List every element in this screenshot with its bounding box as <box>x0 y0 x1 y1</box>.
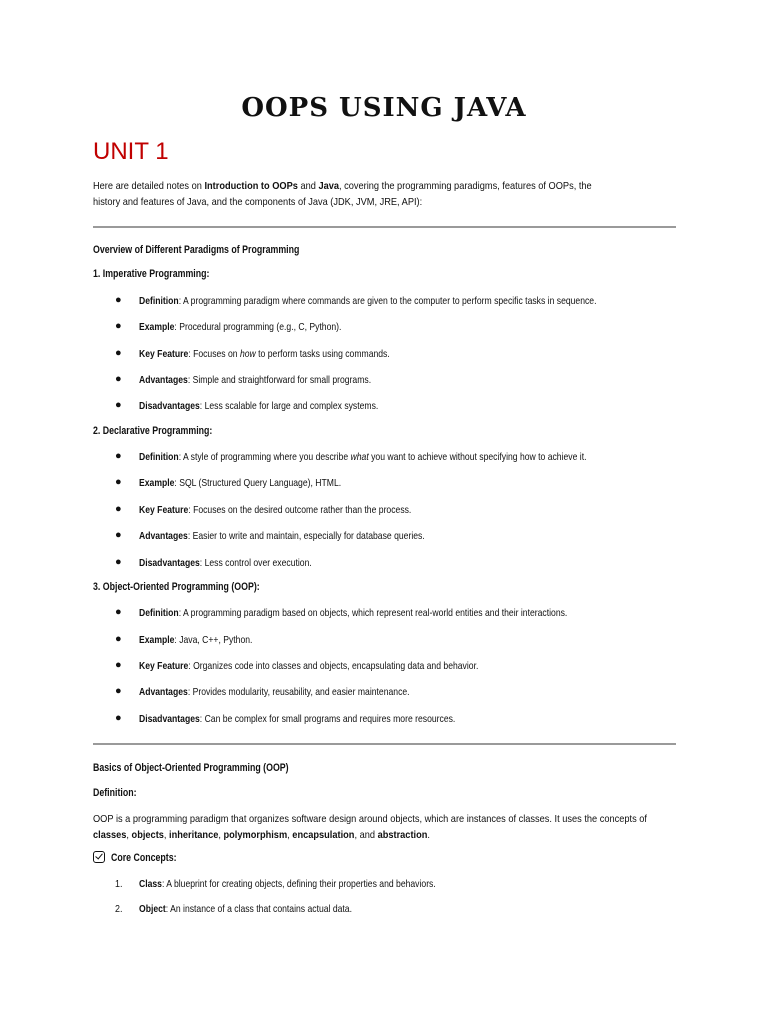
item-text: : An instance of a class that contains actual data. <box>165 903 352 915</box>
item-term: Advantages <box>139 686 188 698</box>
item-term: Key Feature <box>139 660 189 672</box>
item-text: : Easier to write and maintain, especially for database queries. <box>187 530 425 542</box>
bullet-icon: ● <box>115 712 122 724</box>
intro-text: Here are detailed notes on <box>93 180 205 192</box>
list-item <box>0 660 768 674</box>
definition-text: , and <box>354 829 378 841</box>
item-term: Definition <box>139 451 179 463</box>
checkbox-icon <box>93 851 105 863</box>
item-text: : A style of programming where you describe <box>178 451 351 463</box>
bullet-icon: ● <box>115 633 122 645</box>
item-text: : Java, C++, Python. <box>174 634 253 646</box>
document-title: OOPS USING JAVA <box>241 93 527 123</box>
item-term: Example <box>139 477 175 489</box>
item-term: Definition <box>139 295 179 307</box>
definition-bold: polymorphism <box>223 829 288 841</box>
item-text: : A programming paradigm based on objects, which represent real-world entities and their interactions. <box>178 607 568 619</box>
item-text: : Organizes code into classes and objects, encapsulating data and behavior. <box>188 660 479 672</box>
item-term: Object <box>139 903 166 915</box>
item-term: Class <box>139 878 162 890</box>
bullet-icon: ● <box>115 529 122 541</box>
item-text: : Procedural programming (e.g., C, Python). <box>174 321 342 333</box>
list-item <box>0 607 768 621</box>
list-item <box>0 504 768 518</box>
item-text: : Simple and straightforward for small programs. <box>187 374 372 386</box>
bullet-icon: ● <box>115 373 122 385</box>
overview-heading: Overview of Different Paradigms of Programming <box>93 244 300 256</box>
divider <box>93 226 676 228</box>
definition-heading: Definition: <box>93 787 137 799</box>
intro-text: , covering the programming paradigms, features of OOPs, the history and features of Java, and the components of Java (JDK, JVM, JRE, API): <box>93 180 592 208</box>
imperative-heading: 1. Imperative Programming: <box>93 268 210 280</box>
list-item <box>0 374 768 388</box>
bullet-icon: ● <box>115 450 122 462</box>
definition-text: , <box>218 829 224 841</box>
definition-text: , <box>163 829 170 841</box>
definition-bold: abstraction <box>377 829 428 841</box>
list-item <box>0 530 768 544</box>
item-number: 2. <box>115 903 123 915</box>
definition-text: OOP is a programming paradigm that organizes software design around objects, which are instances of classes. It uses the concepts of <box>93 813 648 825</box>
numbered-item <box>0 878 768 892</box>
definition-paragraph <box>93 811 656 843</box>
intro-text: and <box>297 180 319 192</box>
definition-text: . <box>427 829 430 841</box>
item-term: Definition <box>139 607 179 619</box>
core-concepts-heading: Core Concepts: <box>111 852 177 864</box>
item-term: Disadvantages <box>139 713 200 725</box>
definition-text: , <box>287 829 293 841</box>
item-text: : Provides modularity, reusability, and easier maintenance. <box>187 686 410 698</box>
item-term: Example <box>139 634 175 646</box>
bullet-icon: ● <box>115 476 122 488</box>
bullet-icon: ● <box>115 399 122 411</box>
item-text: : Focuses on the desired outcome rather than the process. <box>188 504 412 516</box>
item-text: : Less control over execution. <box>199 557 312 569</box>
item-emphasis: how <box>239 348 256 360</box>
item-term: Key Feature <box>139 348 189 360</box>
item-text: : Can be complex for small programs and requires more resources. <box>199 713 456 725</box>
item-text: : A blueprint for creating objects, defining their properties and behaviors. <box>161 878 436 890</box>
bullet-icon: ● <box>115 503 122 515</box>
item-text: : A programming paradigm where commands are given to the computer to perform specific tasks in sequence. <box>178 295 597 307</box>
item-term: Key Feature <box>139 504 189 516</box>
item-text: : Less scalable for large and complex systems. <box>199 400 379 412</box>
item-text: you want to achieve without specifying how to achieve it. <box>368 451 587 463</box>
oop-heading: 3. Object-Oriented Programming (OOP): <box>93 581 260 593</box>
intro-bold-java: Java <box>318 180 340 192</box>
item-text: to perform tasks using commands. <box>255 348 390 360</box>
bullet-icon: ● <box>115 659 122 671</box>
bullet-icon: ● <box>115 347 122 359</box>
list-item <box>0 557 768 571</box>
list-item <box>0 400 768 414</box>
definition-bold: encapsulation <box>292 829 355 841</box>
definition-bold: objects <box>131 829 164 841</box>
bullet-icon: ● <box>115 685 122 697</box>
item-term: Example <box>139 321 175 333</box>
definition-bold: inheritance <box>169 829 219 841</box>
item-text: : Focuses on <box>188 348 240 360</box>
list-item <box>0 477 768 491</box>
list-item <box>0 634 768 648</box>
bullet-icon: ● <box>115 556 122 568</box>
list-item <box>0 451 768 465</box>
intro-paragraph <box>93 178 621 210</box>
item-term: Disadvantages <box>139 557 200 569</box>
bullet-icon: ● <box>115 606 122 618</box>
basics-heading: Basics of Object-Oriented Programming (OOP) <box>93 762 289 774</box>
list-item <box>0 686 768 700</box>
numbered-item <box>0 903 768 917</box>
item-term: Disadvantages <box>139 400 200 412</box>
unit-heading: UNIT 1 <box>93 138 169 165</box>
declarative-heading: 2. Declarative Programming: <box>93 425 213 437</box>
definition-text: , <box>126 829 132 841</box>
divider <box>93 743 676 745</box>
item-term: Advantages <box>139 374 188 386</box>
list-item <box>0 295 768 309</box>
item-number: 1. <box>115 878 123 890</box>
list-item <box>0 321 768 335</box>
item-emphasis: what <box>350 451 369 463</box>
item-term: Advantages <box>139 530 188 542</box>
list-item <box>0 713 768 727</box>
list-item <box>0 348 768 362</box>
bullet-icon: ● <box>115 320 122 332</box>
bullet-icon: ● <box>115 294 122 306</box>
item-text: : SQL (Structured Query Language), HTML. <box>174 477 342 489</box>
definition-bold: classes <box>93 829 127 841</box>
intro-bold-oops: Introduction to OOPs <box>204 180 298 192</box>
